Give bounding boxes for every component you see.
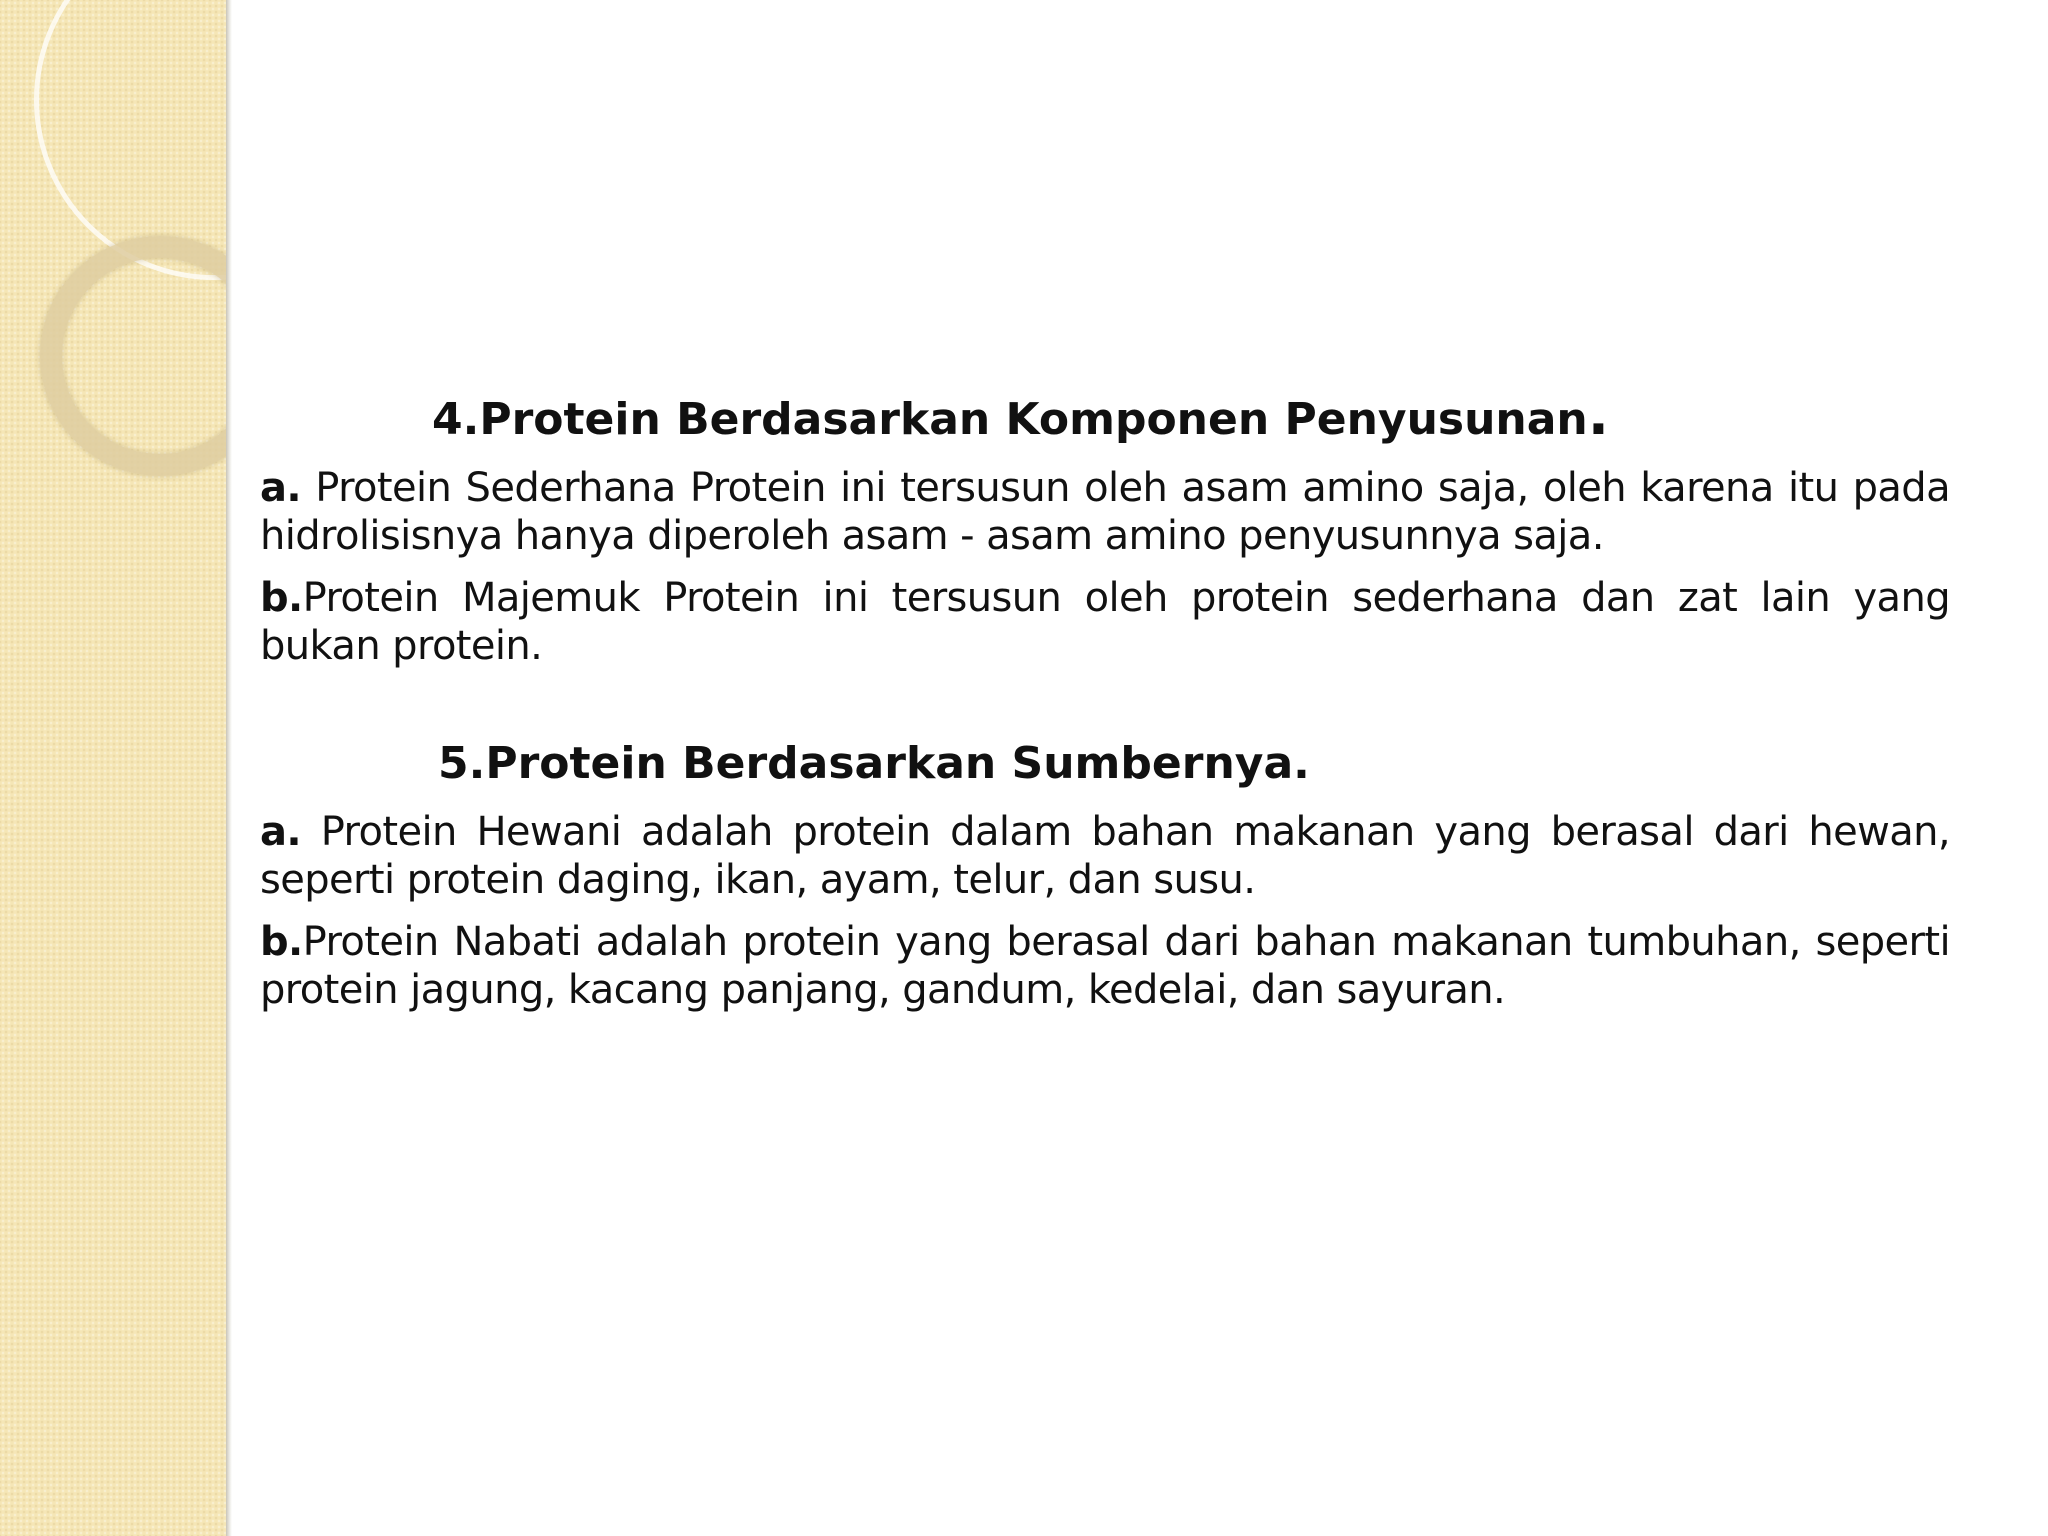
decorative-ring-large (34, 0, 226, 280)
decorative-ring-small (40, 236, 226, 476)
section-4-item-b (260, 574, 1950, 670)
item-text: Protein Hewani adalah protein dalam bahan makanan yang berasal dari hewan, seperti protein daging, ikan, ayam, telur, dan susu. (260, 809, 1950, 903)
item-marker: a. (260, 809, 301, 855)
item-marker: b. (260, 919, 303, 965)
section-4-heading-dot: . (1587, 383, 1610, 448)
item-text: Protein Sederhana Protein ini tersusun oleh asam amino saja, oleh karena itu pada hidrolisisnya hanya diperoleh asam - asam amino penyusunnya saja. (260, 465, 1950, 559)
slide-content (260, 383, 1950, 1014)
item-marker: b. (260, 575, 303, 621)
section-5-item-a (260, 808, 1950, 904)
section-4-heading-text: 4.Protein Berdasarkan Komponen Penyusunan (432, 394, 1588, 445)
section-4-item-a (260, 464, 1950, 560)
section-5-item-b (260, 918, 1950, 1014)
item-marker: a. (260, 465, 301, 511)
sidebar-divider (226, 0, 232, 1536)
item-text: Protein Majemuk Protein ini tersusun oleh protein sederhana dan zat lain yang bukan protein. (260, 575, 1950, 669)
section-4-heading (260, 383, 1950, 450)
section-5-heading: 5.Protein Berdasarkan Sumbernya. (438, 738, 1310, 789)
item-text: Protein Nabati adalah protein yang berasal dari bahan makanan tumbuhan, seperti protein jagung, kacang panjang, gandum, kedelai, dan sayuran. (260, 919, 1950, 1013)
decorative-sidebar (0, 0, 226, 1536)
